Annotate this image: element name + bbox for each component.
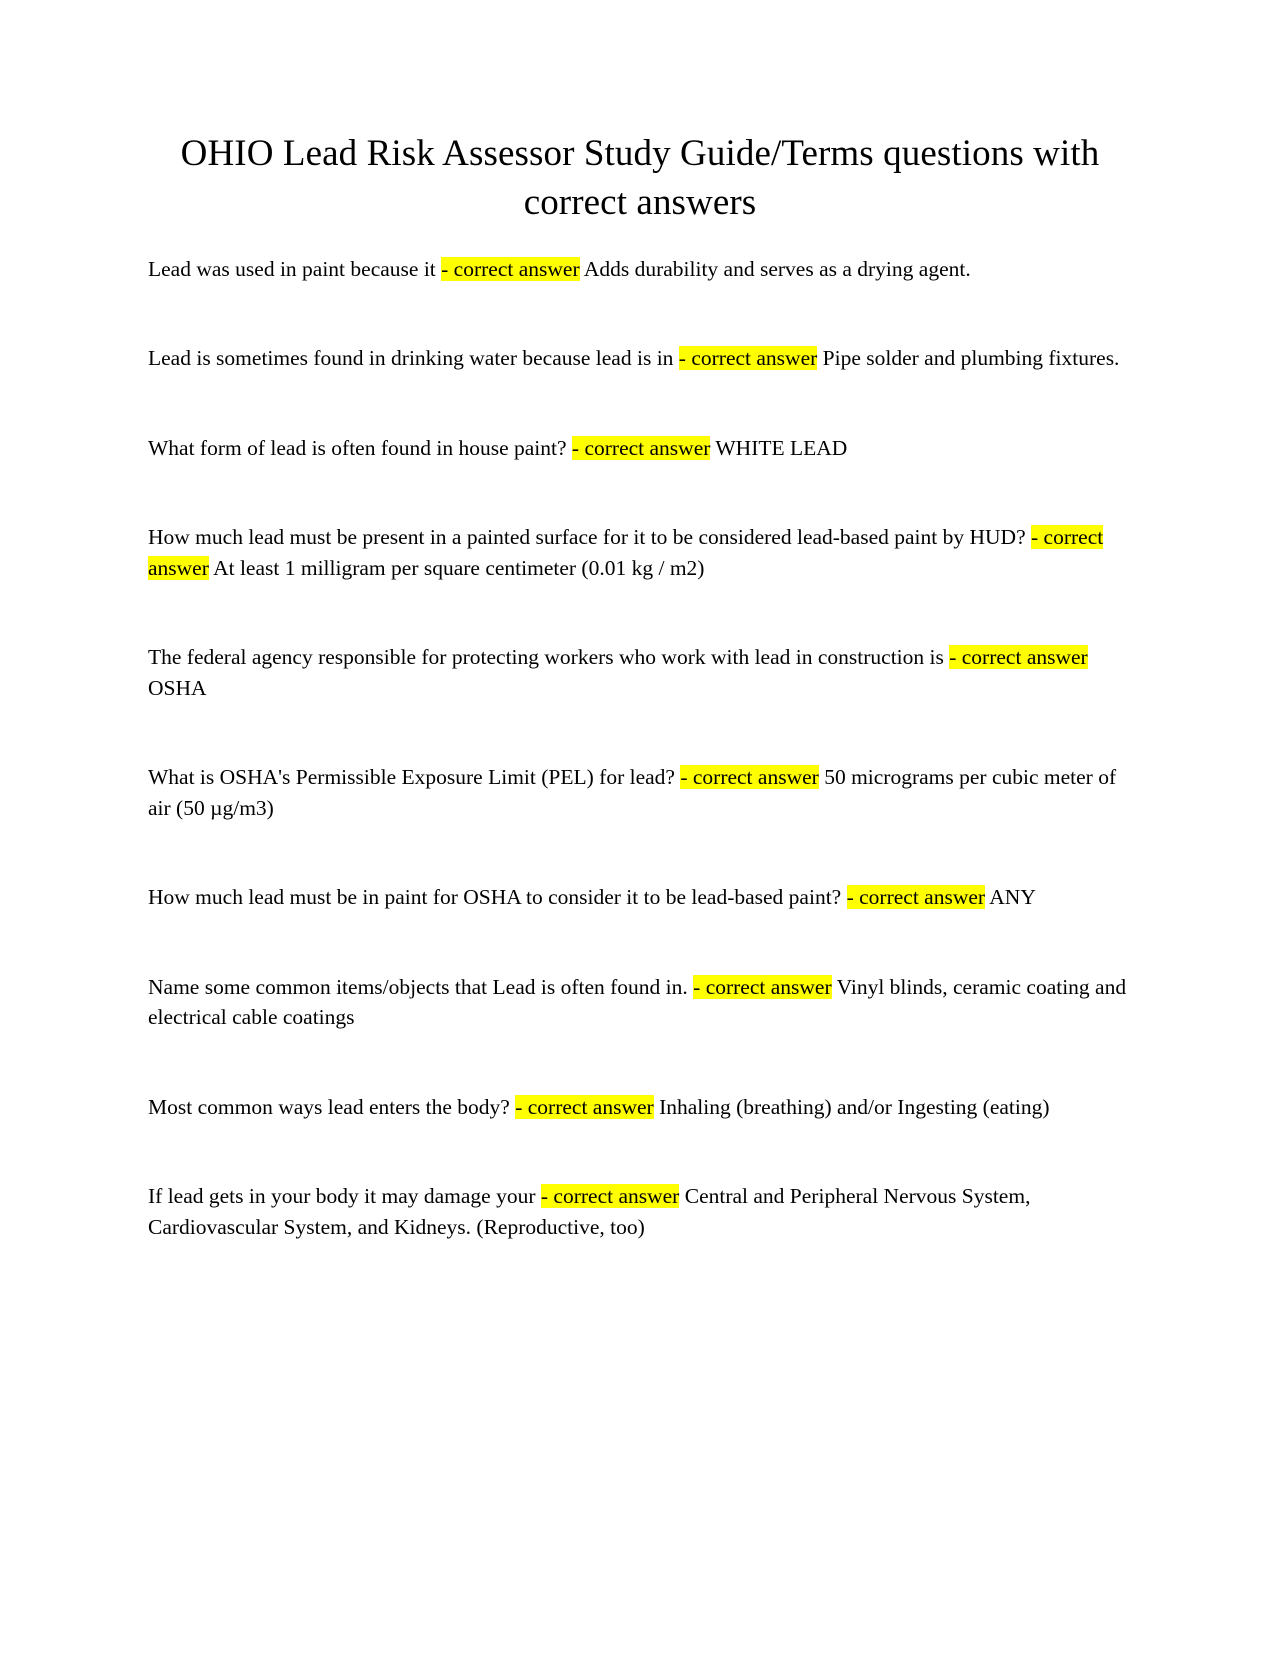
correct-answer-marker: - correct answer	[540, 1184, 680, 1209]
correct-answer-marker: - correct answer	[441, 256, 580, 281]
correct-answer-marker: - correct answer	[846, 885, 986, 910]
qa-item	[148, 433, 1132, 464]
qa-item	[148, 1092, 1132, 1123]
question-text: Name some common items/objects that Lead is often found in.	[148, 974, 694, 999]
qa-item	[148, 882, 1132, 913]
question-text: The federal agency responsible for protecting workers who work with lead in construction is	[148, 645, 950, 670]
correct-answer-marker: - correct answer	[515, 1094, 654, 1119]
answer-text: Inhaling (breathing) and/or Ingesting (eating)	[653, 1094, 1050, 1119]
question-text: If lead gets in your body it may damage your	[148, 1184, 541, 1209]
answer-text: ANY	[985, 885, 1036, 910]
answer-text: 50 micrograms per cubic meter of air (50 µg/m3)	[148, 765, 1117, 820]
correct-answer-marker: - correct answer	[680, 765, 819, 790]
qa-item	[148, 343, 1132, 374]
answer-text: WHITE LEAD	[710, 435, 848, 460]
qa-item	[148, 254, 1132, 285]
correct-answer-marker: - correct answer	[678, 346, 818, 371]
page-title: OHIO Lead Risk Assessor Study Guide/Terms questions with correct answers	[180, 133, 1100, 223]
correct-answer-marker: - correct answer	[148, 525, 1104, 580]
question-text: How much lead must be present in a painted surface for it to be considered lead-based paint by HUD?	[148, 525, 1032, 550]
qa-item	[148, 522, 1132, 583]
correct-answer-marker: - correct answer	[693, 974, 832, 999]
qa-item	[148, 762, 1132, 823]
answer-text: Central and Peripheral Nervous System, Cardiovascular System, and Kidneys. (Reproductive, too)	[148, 1184, 1031, 1239]
question-text: Most common ways lead enters the body?	[148, 1094, 516, 1119]
question-text: Lead was used in paint because it	[148, 256, 442, 281]
correct-answer-marker: - correct answer	[571, 435, 711, 460]
answer-text: Pipe solder and plumbing fixtures.	[817, 346, 1120, 371]
qa-item	[148, 642, 1132, 703]
question-text: Lead is sometimes found in drinking water because lead is in	[148, 346, 679, 371]
question-text: How much lead must be in paint for OSHA to consider it to be lead-based paint?	[148, 885, 847, 910]
qa-list	[148, 254, 1132, 1243]
answer-text: Vinyl blinds, ceramic coating and electrical cable coatings	[148, 974, 1127, 1030]
qa-item	[148, 972, 1132, 1033]
answer-text: OSHA	[148, 675, 207, 700]
answer-text: At least 1 milligram per square centimeter (0.01 kg / m2)	[208, 555, 705, 580]
question-text: What form of lead is often found in house paint?	[148, 435, 572, 460]
question-text: What is OSHA's Permissible Exposure Limit (PEL) for lead?	[148, 765, 681, 790]
qa-item	[148, 1181, 1132, 1242]
correct-answer-marker: - correct answer	[949, 645, 1088, 670]
answer-text: Adds durability and serves as a drying agent.	[579, 256, 971, 281]
